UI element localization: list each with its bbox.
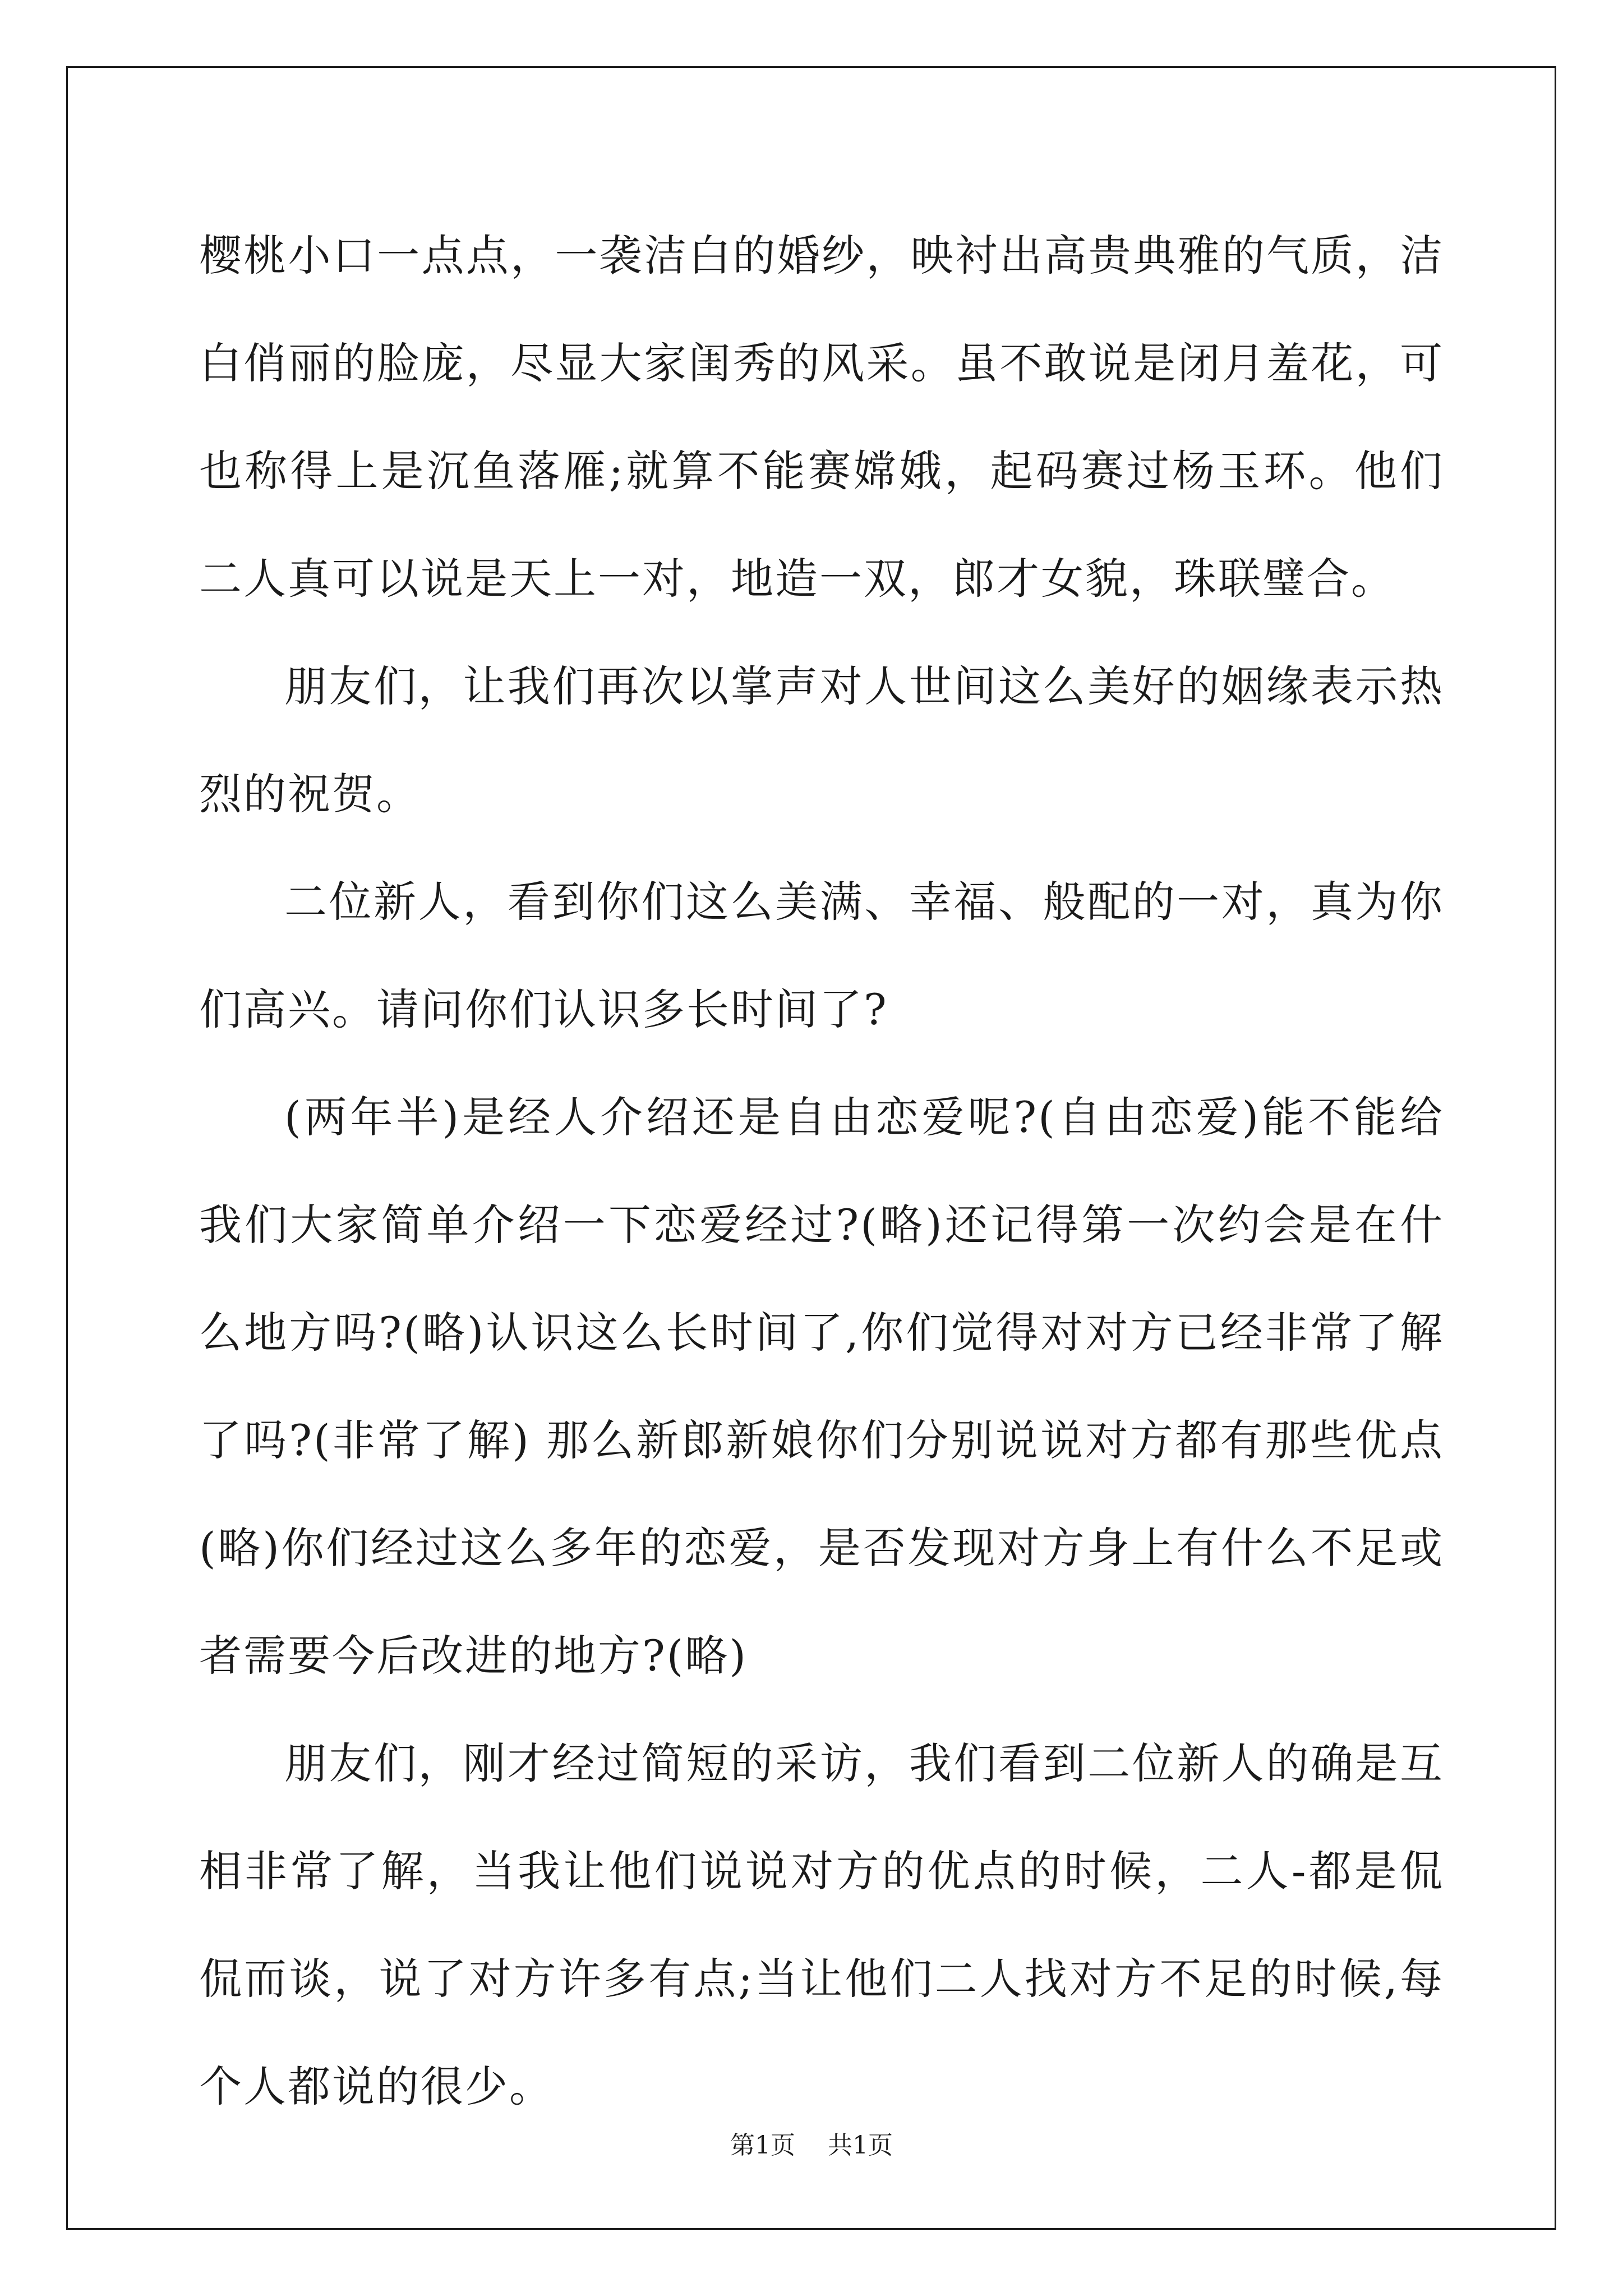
paragraph-3: 二位新人，看到你们这么美满、幸福、般配的一对，真为你们高兴。请问你们认识多长时间了? [199, 877, 1444, 1034]
document-body [199, 202, 1444, 2141]
paragraph-1: 樱桃小口一点点，一袭洁白的婚纱，映衬出高贵典雅的气质，洁白俏丽的脸庞，尽显大家闺秀的风采。虽不敢说是闭月羞花，可也称得上是沉鱼落雁;就算不能赛嫦娥，起码赛过杨玉环。他们二人真可以说是天上一对，地造一双，郎才女貌，珠联璧合。 [199, 231, 1444, 604]
paragraph-2: 朋友们，让我们再次以掌声对人世间这么美好的姻缘表示热烈的祝贺。 [199, 661, 1444, 819]
page-number: 第1页 [730, 2131, 795, 2160]
page-total: 共1页 [828, 2131, 893, 2160]
paragraph-4: (两年半)是经人介绍还是自由恋爱呢?(自由恋爱)能不能给我们大家简单介绍一下恋爱经过?(略)还记得第一次约会是在什么地方吗?(略)认识这么长时间了,你们觉得对对方已经非常了解了吗?(非常了解) 那么新郎新娘你们分别说说对方都有那些优点(略)你们经过这么多年的恋爱，是否发现对方身上有什么不足或者需要今后改进的地方?(略) [199, 1092, 1444, 1681]
page-footer [0, 2125, 1623, 2161]
paragraph-5: 朋友们，刚才经过简短的采访，我们看到二位新人的确是互相非常了解，当我让他们说说对方的优点的时候，二人-都是侃侃而谈，说了对方许多有点;当让他们二人找对方不足的时候,每个人都说的很少。 [199, 1738, 1444, 2111]
